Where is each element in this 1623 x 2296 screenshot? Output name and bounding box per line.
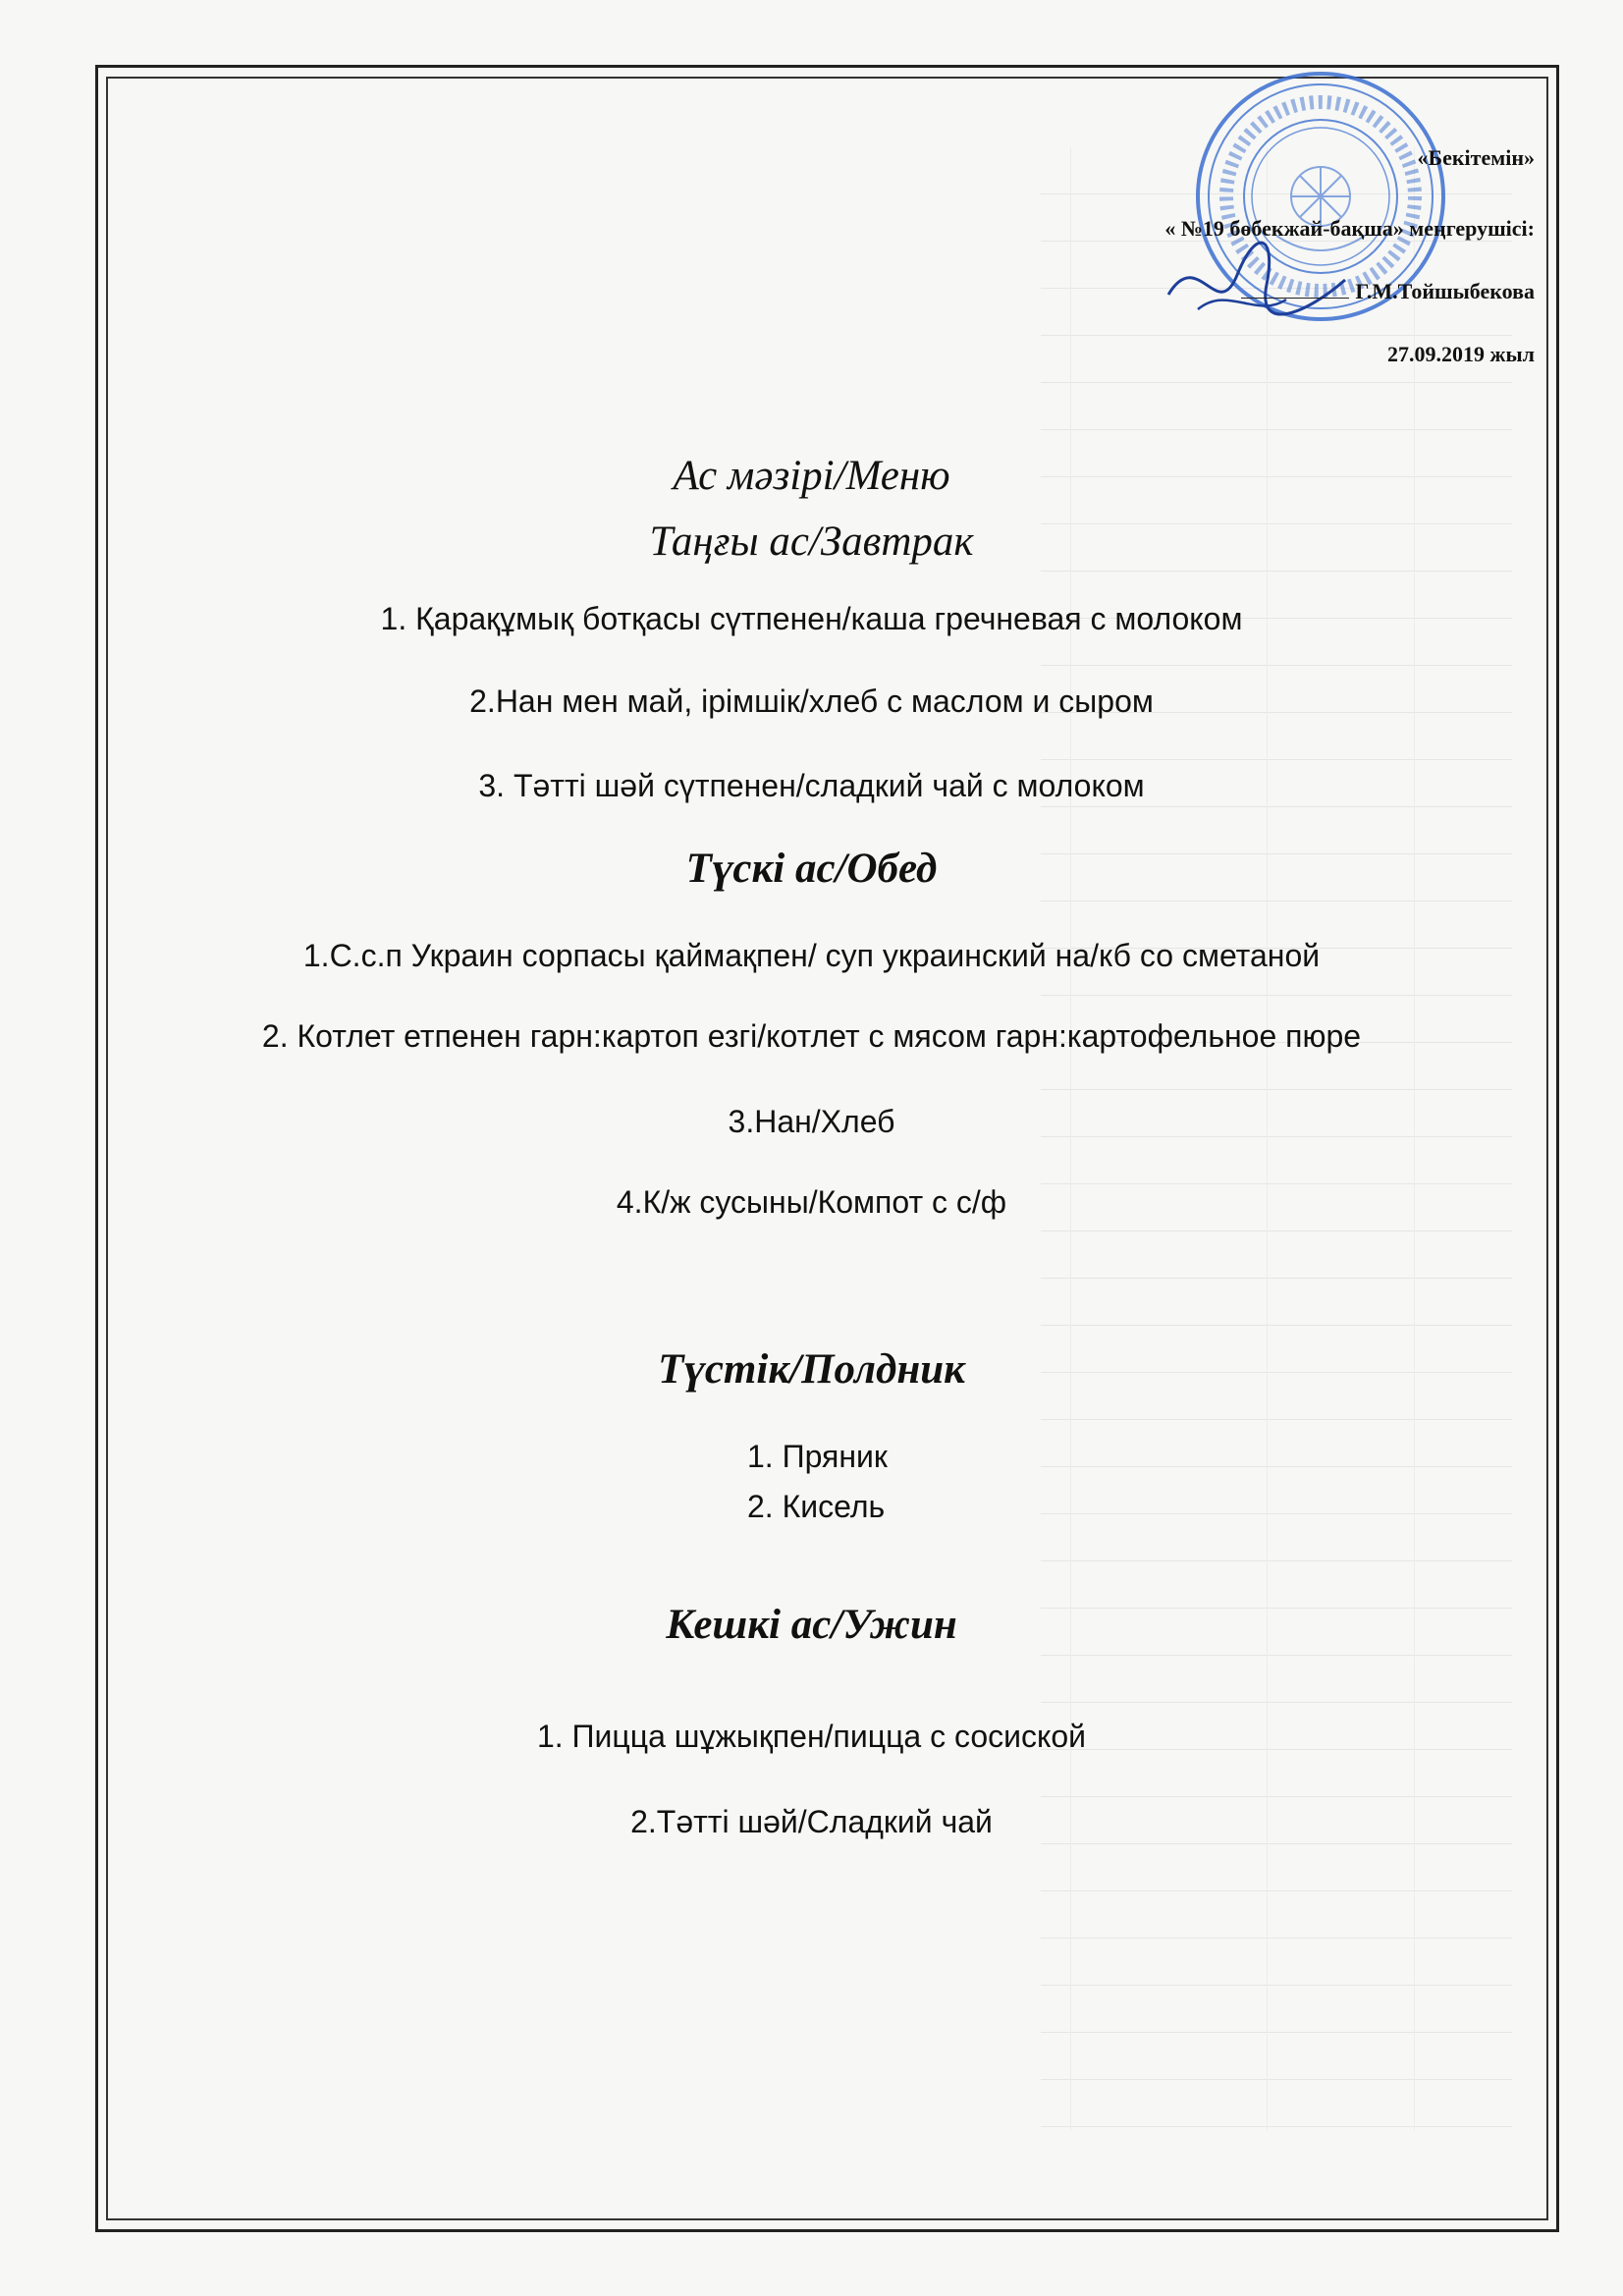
approval-date: 27.09.2019 жыл [1387, 342, 1535, 366]
lunch-item-1: 1.С.с.п Украин сорпасы қаймақпен/ суп украинский на/кб со сметаной [302, 938, 1321, 973]
lunch-item-2: 2. Котлет етпенен гарн:картоп езгі/котлет с мясом гарн:картофельное пюре [261, 1018, 1362, 1054]
breakfast-heading: Таңғы ас/Завтрак [649, 519, 974, 565]
breakfast-item-3: 3. Тәтті шәй сүтпенен/сладкий чай с молоком [478, 768, 1145, 803]
snack-heading: Түстік/Полдник [658, 1346, 965, 1393]
lunch-item-4: 4.К/ж сусыны/Компот с с/ф [616, 1184, 1007, 1220]
approval-position: « №19 бөбекжай-бақша» меңгерушісі: [1164, 216, 1535, 241]
handwritten-signature [1159, 226, 1355, 334]
approval-title: «Бекітемін» [1417, 145, 1535, 170]
snack-item-1: 1. Пряник [747, 1439, 888, 1474]
breakfast-item-1: 1. Қарақұмық ботқасы сүтпенен/каша гречневая с молоком [380, 601, 1243, 636]
approval-signer-line [1241, 281, 1535, 302]
dinner-heading: Кешкі ас/Ужин [666, 1602, 957, 1648]
signature-line [1241, 298, 1349, 299]
lunch-item-3: 3.Нан/Хлеб [728, 1104, 895, 1139]
dinner-item-1: 1. Пицца шұжықпен/пицца с сосиской [536, 1719, 1087, 1754]
approval-signer: Г.М.Тойшыбекова [1355, 279, 1535, 303]
lunch-heading: Түскі ас/Обед [685, 846, 938, 892]
menu-title: Ас мәзірі/Меню [673, 453, 950, 499]
dinner-item-2: 2.Тәтті шәй/Сладкий чай [630, 1804, 993, 1839]
snack-item-2: 2. Кисель [747, 1489, 886, 1524]
breakfast-item-2: 2.Нан мен май, ірімшік/хлеб с маслом и сыром [469, 683, 1154, 719]
